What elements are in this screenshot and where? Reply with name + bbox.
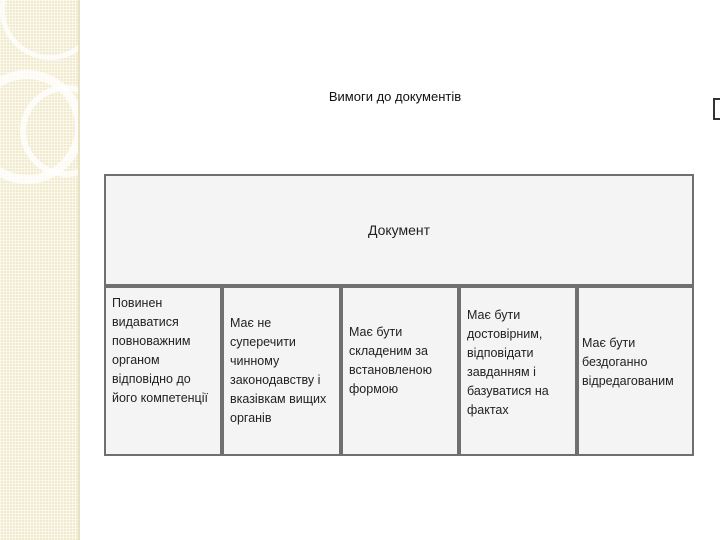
requirement-box-form bbox=[341, 286, 459, 456]
document-root-label: Документ bbox=[367, 222, 431, 238]
decorative-swirl bbox=[20, 85, 112, 177]
requirement-box-authority bbox=[104, 286, 222, 456]
page-title: Вимоги до документів bbox=[328, 89, 462, 104]
requirement-box-reliability bbox=[459, 286, 577, 456]
requirement-text: Має бути достовірним, відповідати завданням і базуватися на фактах bbox=[467, 308, 549, 417]
decorative-swirl bbox=[0, 0, 100, 60]
requirement-text: Має бути бездоганно відредагованим bbox=[582, 336, 674, 388]
requirement-text: Має не суперечити чинному законодавству і вказівкам вищих органів bbox=[230, 316, 327, 425]
requirement-box-editing bbox=[577, 286, 694, 456]
decorative-side-strip bbox=[0, 0, 78, 540]
requirement-text: Має бути складеним за встановленою формою bbox=[349, 325, 432, 396]
requirement-box-legislation bbox=[222, 286, 341, 456]
corner-bracket-icon bbox=[713, 98, 720, 120]
side-strip-edge bbox=[78, 0, 80, 540]
requirement-text: Повинен видаватися повноважним органом відповідно до його компетенції bbox=[112, 296, 208, 405]
document-root-box bbox=[104, 174, 694, 286]
